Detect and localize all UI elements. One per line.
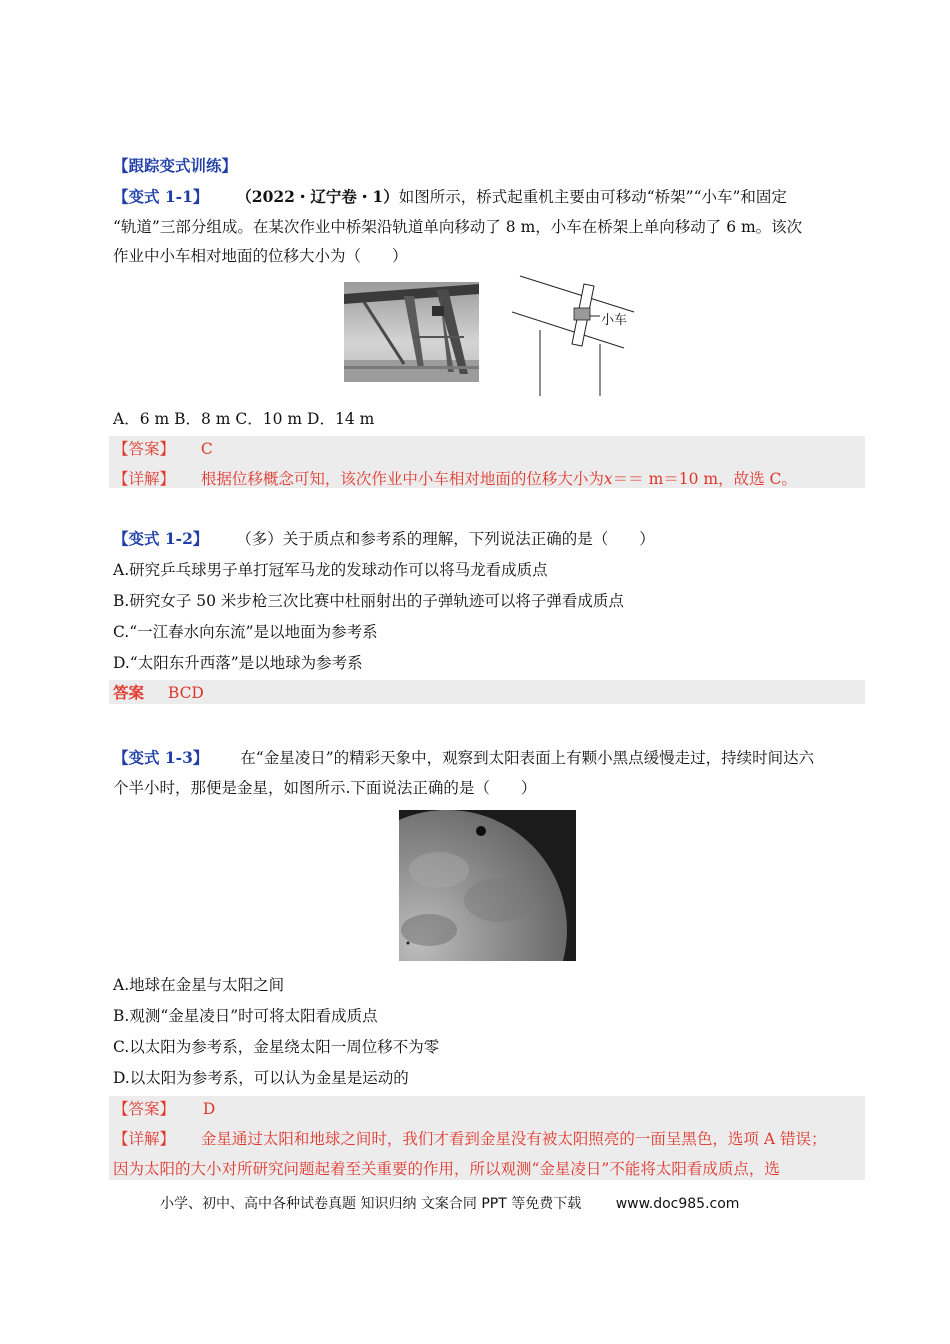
q2-option-a: A.研究乒乓球男子单打冠军马龙的发球动作可以将马龙看成质点 (113, 561, 548, 579)
q3-option-d: D.以太阳为参考系，可以认为金星是运动的 (113, 1069, 409, 1087)
crane-diagram (512, 272, 637, 398)
venus-transit-photo (399, 810, 576, 961)
q3-detail-text1: 金星通过太阳和地球之间时，我们才看到金星没有被太阳照亮的一面呈黑色，选项 A 错误； (200, 1130, 827, 1148)
q2-answer-panel (109, 680, 865, 704)
q3-option-c: C.以太阳为参考系，金星绕太阳一周位移不为零 (113, 1038, 440, 1056)
q1-detail (113, 469, 797, 489)
q3-tag: 【变式 1-3】 (113, 748, 209, 767)
q1-tag: 【变式 1-1】 (113, 187, 209, 206)
q1-line1 (113, 187, 787, 207)
q3-line1 (113, 748, 814, 768)
q1-stem-part1: 如图所示，桥式起重机主要由可移动“桥架”“小车”和固定 (398, 188, 787, 206)
footer-url[interactable]: www.doc985.com (615, 1196, 740, 1212)
q2-answer (113, 683, 204, 703)
page-footer (160, 1193, 739, 1213)
q1-source: （2022・辽宁卷・1） (236, 187, 399, 206)
q1-line2: “轨道”三部分组成。在某次作业中桥架沿轨道单向移动了 8 m，小车在桥架上单向移动了 6 m。该次 (113, 218, 803, 236)
q3-option-b: B.观测“金星凌日”时可将太阳看成质点 (113, 1007, 378, 1025)
q3-detail-line1 (113, 1129, 826, 1149)
cart-label: 小车 (601, 313, 628, 328)
q3-detail-line2: 因为太阳的大小对所研究问题起着至关重要的作用，所以观测“金星凌日”不能将太阳看成质点，选 (113, 1160, 780, 1178)
q3-answer-value: D (202, 1100, 216, 1118)
q1-answer (113, 439, 213, 459)
section-title: 【跟踪变式训练】 (113, 156, 238, 175)
q1-answer-tag: 【答案】 (113, 440, 176, 458)
q3-detail-tag: 【详解】 (113, 1130, 176, 1148)
q1-detail-text: 根据位移概念可知，该次作业中小车相对地面的位移大小为 (200, 470, 604, 488)
q1-options: A．6 m B．8 m C．10 m D．14 m (113, 410, 375, 428)
q1-detail-text-end: ＝＝ m＝10 m，故选 C。 (612, 470, 797, 488)
footer-text: 小学、初中、高中各种试卷真题 知识归纳 文案合同 PPT 等免费下载 (160, 1196, 582, 1212)
q2-tag: 【变式 1-2】 (113, 529, 209, 548)
q3-stem-part1: 在“金星凌日”的精彩天象中，观察到太阳表面上有颗小黑点缓慢走过，持续时间达六 (240, 749, 815, 767)
q2-option-b: B.研究女子 50 米步枪三次比赛中杜丽射出的子弹轨迹可以将子弹看成质点 (113, 592, 624, 610)
q2-answer-tag: 答案 (113, 683, 145, 702)
q1-detail-tag: 【详解】 (113, 470, 176, 488)
q2-answer-value: BCD (167, 684, 204, 702)
q3-line2: 个半小时，那便是金星，如图所示.下面说法正确的是（ ） (113, 779, 537, 797)
q3-option-a: A.地球在金星与太阳之间 (113, 976, 285, 994)
q1-line3: 作业中小车相对地面的位移大小为（ ） (113, 247, 408, 265)
q2-stem-text: （多）关于质点和参考系的理解，下列说法正确的是（ ） (236, 530, 655, 548)
q3-answer (113, 1099, 215, 1119)
q1-detail-var: x (603, 470, 613, 488)
q2-stem (113, 529, 655, 549)
q1-answer-value: C (200, 440, 213, 458)
q2-option-c: C.“一江春水向东流”是以地面为参考系 (113, 623, 378, 641)
q3-answer-tag: 【答案】 (113, 1100, 176, 1118)
q2-option-d: D.“太阳东升西落”是以地球为参考系 (113, 654, 363, 672)
crane-photo (344, 282, 479, 382)
